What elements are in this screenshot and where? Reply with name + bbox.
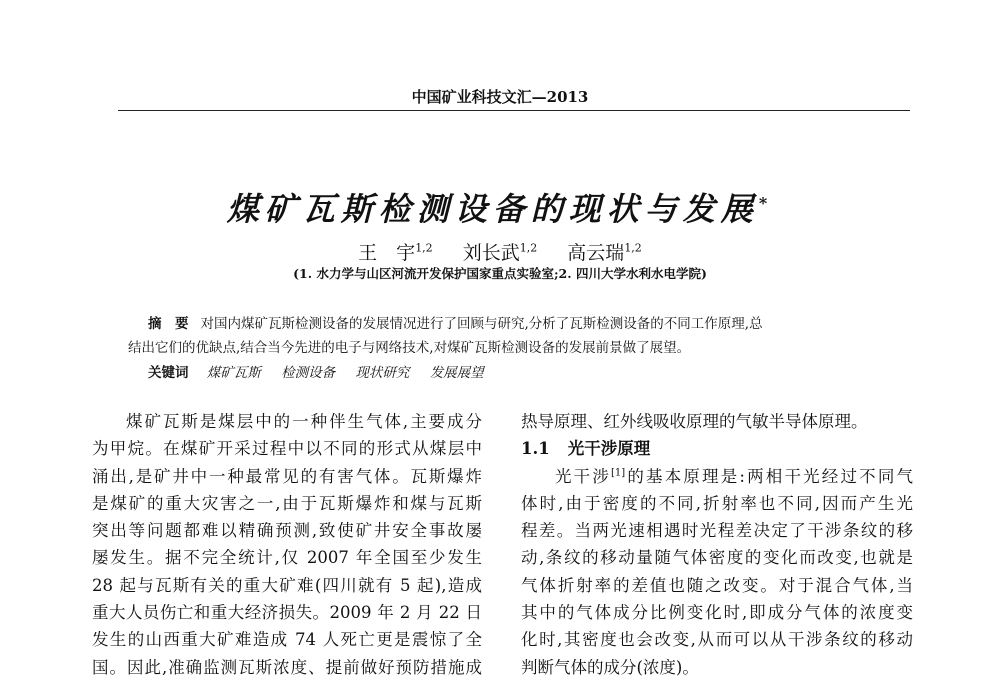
keyword: 发展展望 — [429, 365, 484, 381]
journal-header: 中国矿业科技文汇—2013 — [411, 88, 589, 106]
body-line: 发生的山西重大矿难造成 74 人死亡更是震惊了全 — [92, 630, 482, 650]
body-line: 煤矿瓦斯是煤层中的一种伴生气体,主要成分 — [126, 412, 482, 431]
body-line: 判断气体的成分(浓度)。 — [521, 657, 699, 677]
body-line: 程差。当两光速相遇时光程差决定了干涉条纹的移 — [521, 521, 913, 541]
body-line: 是煤矿的重大灾害之一,由于瓦斯爆炸和煤与瓦斯 — [92, 493, 482, 513]
paper-title — [0, 184, 1000, 230]
body-line: 涌出,是矿井中一种最常见的有害气体。瓦斯爆炸 — [92, 466, 482, 486]
body-line: 28 起与瓦斯有关的重大矿难(四川就有 5 起),造成 — [92, 575, 482, 595]
keywords-label: 关键词 — [148, 365, 189, 381]
citation: [1] — [611, 467, 626, 479]
body-line: 屡发生。据不完全统计,仅 2007 年全国至少发生 — [92, 548, 482, 568]
keyword: 煤矿瓦斯 — [206, 365, 261, 381]
abstract-label: 摘 要 — [148, 316, 189, 332]
right-column — [521, 408, 913, 681]
body-line: 突出等问题都难以精确预测,致使矿井安全事故屡 — [92, 521, 482, 541]
abstract — [128, 312, 888, 360]
author-affiliation: 1,2 — [415, 241, 433, 255]
keywords — [148, 361, 500, 381]
section-heading — [521, 435, 913, 462]
body-line: 热导原理、红外线吸收原理的气敏半导体原理。 — [521, 412, 868, 431]
section-title: 光干涉原理 — [567, 439, 651, 459]
body-line: 为甲烷。在煤矿开采过程中以不同的形式从煤层中 — [92, 439, 482, 459]
body-line: 国。因此,准确监测瓦斯浓度、提前做好预防措施成 — [92, 657, 482, 677]
body-line: 气体折射率的差值也随之改变。对于混合气体,当 — [521, 575, 913, 595]
body-text: 光干涉 — [555, 466, 612, 486]
keyword: 检测设备 — [281, 365, 336, 381]
keyword: 现状研究 — [355, 365, 410, 381]
abstract-text: 对国内煤矿瓦斯检测设备的发展情况进行了回顾与研究,分析了瓦斯检测设备的不同工作原理,总 — [200, 316, 763, 332]
body-line — [521, 463, 913, 490]
abstract-line: 结出它们的优缺点,结合当今先进的电子与网络技术,对煤矿瓦斯检测设备的发展前景做了展望。 — [128, 340, 691, 356]
header-rule — [118, 110, 910, 111]
left-column — [92, 408, 482, 681]
title-text: 煤矿瓦斯检测设备的现状与发展 — [226, 190, 759, 228]
body-line: 动,条纹的移动量随气体密度的变化而改变,也就是 — [521, 548, 913, 568]
author-list — [0, 238, 1000, 265]
author — [463, 242, 538, 264]
affiliations: (1. 水力学与山区河流开发保护国家重点实验室;2. 四川大学水利水电学院) — [293, 266, 707, 281]
section-number: 1.1 — [521, 439, 550, 459]
author-name: 刘长武 — [462, 242, 520, 264]
body-line: 重大人员伤亡和重大经济损失。2009 年 2 月 22 日 — [92, 603, 482, 623]
author-name: 高云瑞 — [567, 242, 625, 264]
author-affiliation: 1,2 — [624, 241, 642, 255]
body-line: 化时,其密度也会改变,从而可以从干涉条纹的移动 — [521, 630, 913, 650]
author — [567, 242, 642, 264]
author — [358, 242, 433, 264]
abstract-line — [128, 312, 888, 336]
title-footnote-mark: * — [758, 193, 774, 213]
body-line: 体时,由于密度的不同,折射率也不同,因而产生光 — [521, 493, 913, 513]
body-line: 其中的气体成分比例变化时,即成分气体的浓度变 — [521, 603, 913, 623]
body-text: 的基本原理是:两相干光经过不同气 — [625, 466, 913, 486]
author-name: 王 宇 — [358, 242, 416, 264]
author-affiliation: 1,2 — [519, 241, 538, 255]
